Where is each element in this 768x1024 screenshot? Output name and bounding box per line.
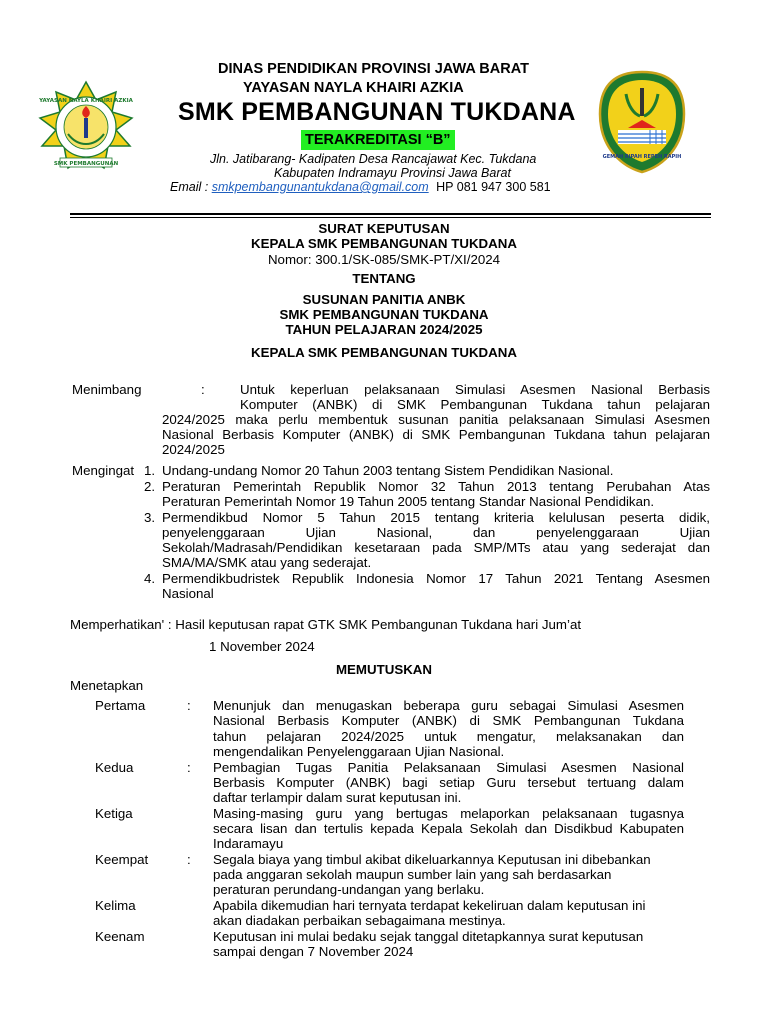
decision-label-pertama: Pertama (95, 698, 146, 713)
decree-number: Nomor: 300.1/SK-085/SMK-PT/XI/2024 (267, 252, 501, 267)
menimbang-line-5: 2024/2025 (162, 442, 225, 457)
head-heading: KEPALA SMK PEMBANGUNAN TUKDANA (251, 345, 517, 360)
left-logo-banner: SMK PEMBANGUNAN (53, 161, 119, 167)
decision-label-kedua: Kedua (95, 760, 134, 775)
decision-kelima-line-2: akan diadakan perbaikan sebagaimana mestinya. (213, 913, 506, 928)
memperhatikan-text: Memperhatikan' : Hasil keputusan rapat GTK SMK Pembangunan Tukdana hari Jum’at (70, 617, 582, 632)
decision-keempat-line-3: peraturan perundang-undangan yang berlaku. (213, 882, 485, 897)
school-logo (30, 80, 142, 174)
mengingat-label: Mengingat (72, 463, 135, 478)
header-divider-thin (70, 217, 711, 218)
decision-pertama-line-1: Menunjuk dan menugaskan beberapa guru sebagai Simulasi Asesmen (213, 698, 684, 713)
memutuskan-heading: MEMUTUSKAN (335, 662, 433, 677)
title-line-2: KEPALA SMK PEMBANGUNAN TUKDANA (251, 236, 517, 251)
email-label: Email : (170, 180, 209, 194)
mengingat-item-3-line-4: SMA/MA/SMK atau yang sederajat. (162, 555, 372, 570)
subject-line-1: SUSUNAN PANITIA ANBK (302, 292, 466, 307)
decision-colon-keempat: : (187, 852, 191, 867)
mengingat-num-1: 1. (144, 463, 156, 478)
kujang-icon (640, 88, 644, 116)
mengingat-num-3: 3. (144, 510, 156, 525)
decision-label-keenam: Keenam (95, 929, 145, 944)
menimbang-line-4: Nasional Berbasis Komputer (ANBK) di SMK Pembangunan Tukdana tahun pelajaran (162, 427, 710, 442)
menimbang-line-2: Komputer (ANBK) di SMK Pembangunan Tukdana tahun pelajaran (240, 397, 710, 412)
decision-keenam-line-2: sampai dengan 7 November 2024 (213, 944, 414, 959)
foundation-name: YAYASAN NAYLA KHAIRI AZKIA (243, 80, 464, 96)
subject-line-3: TAHUN PELAJARAN 2024/2025 (285, 322, 483, 337)
mengingat-item-1-line-1: Undang-undang Nomor 20 Tahun 2003 tentang Sistem Pendidikan Nasional. (162, 463, 614, 478)
memperhatikan-date: 1 November 2024 (209, 639, 315, 654)
menimbang-line-1: Untuk keperluan pelaksanaan Simulasi Asesmen Nasional Berbasis (240, 382, 710, 397)
menimbang-colon: : (201, 382, 205, 397)
school-name: SMK PEMBANGUNAN TUKDANA (178, 98, 576, 126)
agency-name: DINAS PENDIDIKAN PROVINSI JAWA BARAT (218, 61, 529, 77)
contact-line (170, 180, 551, 194)
accreditation-badge: TERAKREDITASI “B” (301, 130, 455, 150)
mengingat-item-3-line-1: Permendikbud Nomor 5 Tahun 2015 tentang kriteria kelulusan peserta didik, (162, 510, 710, 525)
mengingat-item-2-line-1: Peraturan Pemerintah Republik Nomor 32 Tahun 2013 tentang Perubahan Atas (162, 479, 710, 494)
decision-pertama-line-3: tahun pelajaran 2024/2025 untuk mengatur, melaksanakan dan (213, 729, 684, 744)
decision-kedua-line-2: Berbasis Komputer (ANBK) bagi setiap Guru tersebut tertuang dalam (213, 775, 684, 790)
decision-label-kelima: Kelima (95, 898, 136, 913)
decision-keempat-line-1: Segala biaya yang timbul akibat dikeluarkannya Keputusan ini dibebankan (213, 852, 651, 867)
menimbang-line-3: 2024/2025 maka perlu membentuk susunan panitia pelaksanaan Simulasi Asesmen (162, 412, 710, 427)
mengingat-item-4-line-1: Permendikbudristek Republik Indonesia Nomor 17 Tahun 2021 Tentang Asesmen (162, 571, 710, 586)
left-logo-text: YAYASAN NAYLA KHAIRI AZKIA (39, 98, 133, 104)
decision-colon-pertama: : (187, 698, 191, 713)
subject-line-2: SMK PEMBANGUNAN TUKDANA (279, 307, 489, 322)
address-line-2: Kabupaten Indramayu Provinsi Jawa Barat (274, 166, 511, 180)
mengingat-item-2-line-2: Peraturan Pemerintah Nomor 19 Tahun 2005 tentang Standar Nasional Pendidikan. (162, 494, 655, 509)
decision-kedua-line-3: daftar terlampir dalam surat keputusan ini. (213, 790, 462, 805)
decision-ketiga-line-1: Masing-masing guru yang bertugas melaporkan pelaksanaan tugasnya (213, 806, 684, 821)
mengingat-item-3-line-2: penyelenggaraan Ujian Nasional, dan penyelenggaraan Ujian (162, 525, 710, 540)
mengingat-num-4: 4. (144, 571, 156, 586)
decision-kedua-line-1: Pembagian Tugas Panitia Pelaksanaan Simulasi Asesmen Nasional (213, 760, 684, 775)
decision-label-keempat: Keempat (95, 852, 149, 867)
decision-keempat-line-2: pada anggaran sekolah maupun sumber lain yang sah berdasarkan (213, 867, 612, 882)
decision-pertama-line-4: mengendalikan Penyelenggaraan Ujian Nasional. (213, 744, 505, 759)
menimbang-label: Menimbang (72, 382, 142, 397)
menetapkan-label: Menetapkan (70, 678, 144, 693)
decision-keenam-line-1: Keputusan ini mulai bedaku sejak tanggal ditetapkannya surat keputusan (213, 929, 644, 944)
right-logo-text: GEMAH RIPAH REPEH RAPIH (602, 154, 682, 160)
phone-number: HP 081 947 300 581 (436, 180, 551, 194)
mengingat-num-2: 2. (144, 479, 156, 494)
decision-pertama-line-2: Nasional Berbasis Komputer (ANBK) di SMK Pembangunan Tukdana (213, 713, 684, 728)
address-line-1: Jln. Jatibarang- Kadipaten Desa Rancajawat Kec. Tukdana (210, 152, 537, 166)
decision-label-ketiga: Ketiga (95, 806, 133, 821)
title-line-1: SURAT KEPUTUSAN (318, 221, 450, 236)
decision-kelima-line-1: Apabila dikemudian hari ternyata terdapat kekeliruan dalam keputusan ini (213, 898, 646, 913)
decision-colon-kedua: : (187, 760, 191, 775)
province-emblem (598, 70, 686, 174)
decision-ketiga-line-2: secara lisan dan tertulis kepada Kepala Sekolah dan Disdikbud Kabupaten (213, 821, 684, 836)
mengingat-item-3-line-3: Sekolah/Madrasah/Pendidikan kesetaraan pada SMP/MTs atau yang sederajat dan (162, 540, 710, 555)
tentang-heading: TENTANG (352, 271, 416, 286)
decision-ketiga-line-3: Indaramayu (213, 836, 284, 851)
torch-icon (84, 118, 88, 138)
mengingat-item-4-line-2: Nasional (162, 586, 214, 601)
header-divider (70, 213, 711, 215)
email-link[interactable]: smkpembangunantukdana@gmail.com (211, 180, 429, 194)
